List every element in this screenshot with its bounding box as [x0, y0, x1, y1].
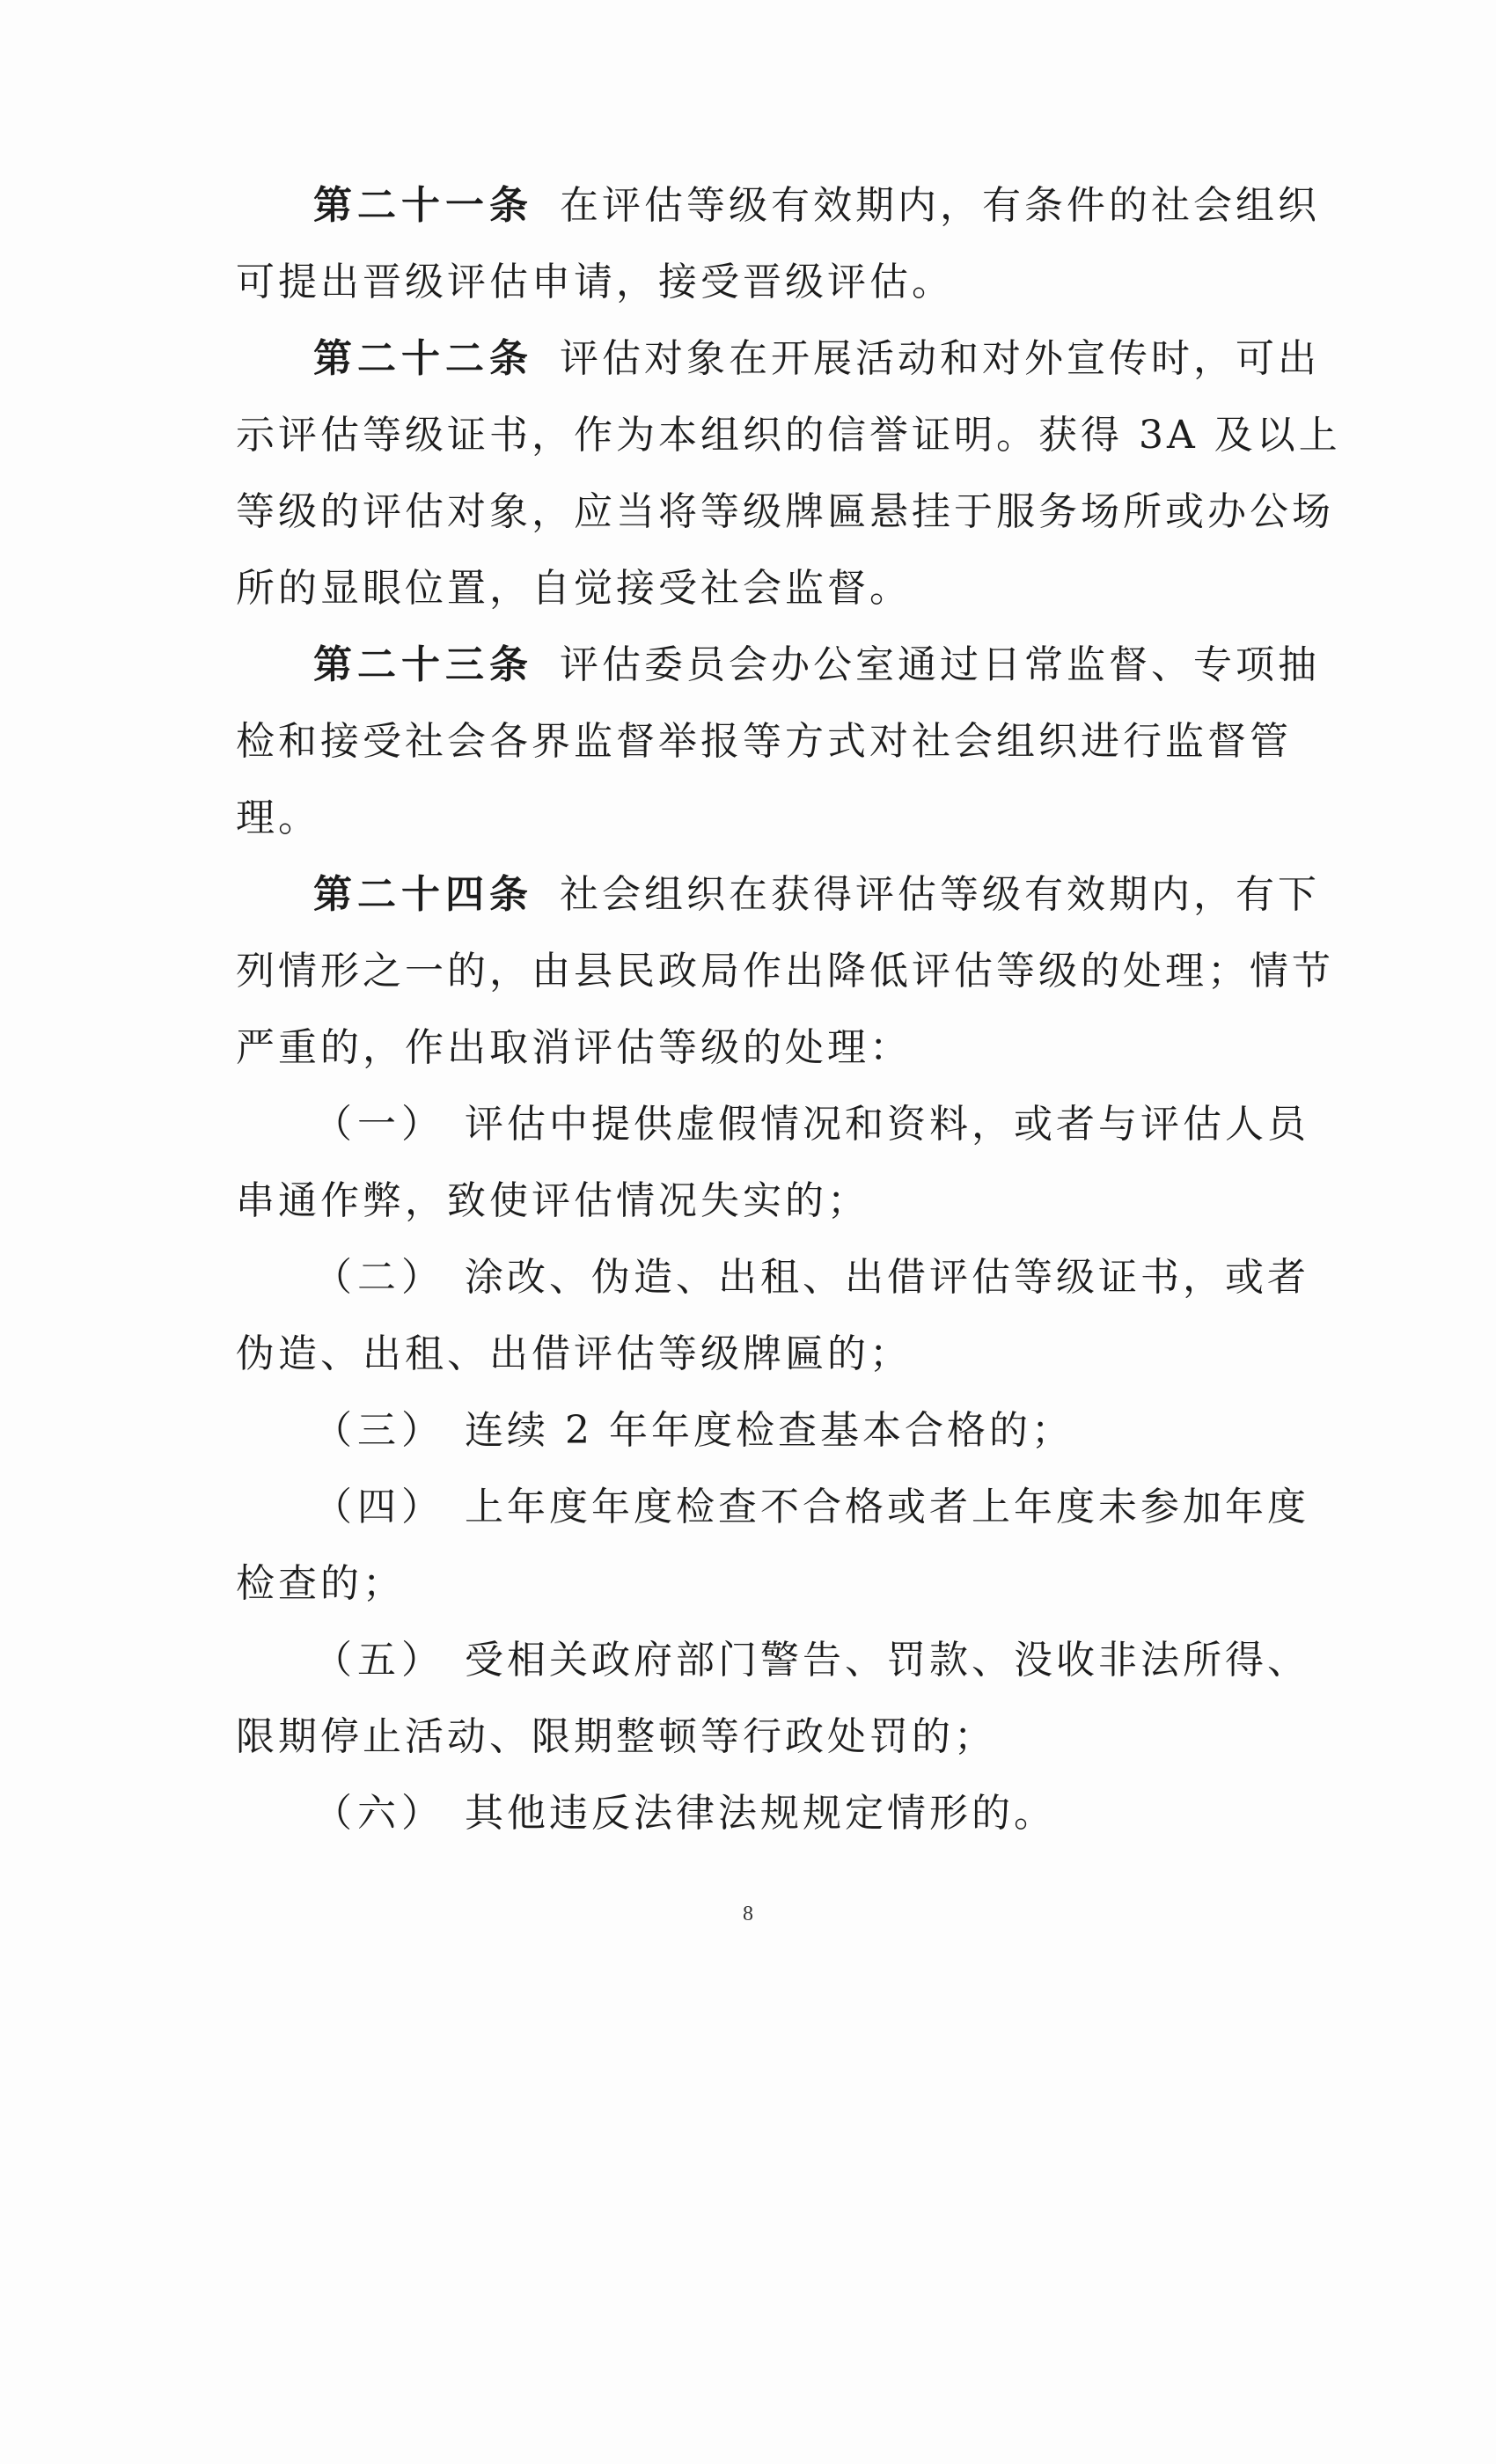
article-24-line-1	[236, 856, 1320, 933]
article-title: 第二十二条	[313, 336, 533, 381]
article-23-line-1	[236, 627, 1320, 703]
item-text: 受相关政府部门警告、罚款、没收非法所得、	[465, 1638, 1309, 1683]
article-22-line-4: 所的显眼位置，自觉接受社会监督。	[236, 566, 912, 611]
item-number: （三）	[313, 1408, 445, 1453]
item-text: 上年度年度检查不合格或者上年度未参加年度	[465, 1485, 1309, 1529]
item-number: （一）	[313, 1102, 445, 1147]
item-text: 其他违反法律法规规定情形的。	[465, 1791, 1056, 1836]
item-text: 连续 2 年年度检查基本合格的；	[465, 1408, 1074, 1453]
list-item-5-line-1	[236, 1622, 1309, 1698]
list-item-6-line-1	[236, 1775, 1265, 1852]
item-number: （四）	[313, 1485, 445, 1529]
list-item-1-line-2: 串通作弊，致使评估情况失实的；	[236, 1178, 869, 1223]
article-title: 第二十一条	[313, 183, 533, 228]
page-number: 8	[743, 1903, 753, 1925]
list-item-2-line-2: 伪造、出租、出借评估等级牌匾的；	[236, 1331, 912, 1376]
article-text: 评估对象在开展活动和对外宣传时，可出	[560, 336, 1320, 381]
item-number: （二）	[313, 1255, 445, 1300]
article-title: 第二十四条	[313, 872, 533, 917]
article-24-line-2: 列情形之一的，由县民政局作出降低评估等级的处理；情节	[236, 949, 1334, 994]
list-item-4-line-1	[236, 1469, 1309, 1545]
document-body	[236, 167, 1341, 1852]
article-text: 评估委员会办公室通过日常监督、专项抽	[560, 642, 1320, 687]
article-23-line-3: 理。	[236, 796, 320, 840]
list-item-2-line-1	[236, 1239, 1309, 1316]
item-text: 涂改、伪造、出租、出借评估等级证书，或者	[465, 1255, 1309, 1300]
article-21-line-1	[236, 167, 1320, 244]
item-number: （六）	[313, 1791, 445, 1836]
article-23-line-2: 检和接受社会各界监督举报等方式对社会组织进行监督管	[236, 719, 1292, 764]
item-number: （五）	[313, 1638, 445, 1683]
list-item-4-line-2: 检查的；	[236, 1561, 405, 1606]
article-22-line-1	[236, 320, 1320, 397]
article-title: 第二十三条	[313, 642, 533, 687]
article-text: 社会组织在获得评估等级有效期内，有下	[560, 872, 1320, 917]
article-text: 在评估等级有效期内，有条件的社会组织	[560, 183, 1320, 228]
article-24-line-3: 严重的，作出取消评估等级的处理：	[236, 1025, 912, 1070]
item-text: 评估中提供虚假情况和资料，或者与评估人员	[465, 1102, 1309, 1147]
list-item-3-line-1	[236, 1392, 1265, 1469]
list-item-5-line-2: 限期停止活动、限期整顿等行政处罚的；	[236, 1714, 996, 1759]
article-22-line-3: 等级的评估对象，应当将等级牌匾悬挂于服务场所或办公场	[236, 489, 1334, 534]
article-21-line-2: 可提出晋级评估申请，接受晋级评估。	[236, 260, 954, 304]
list-item-1-line-1	[236, 1086, 1309, 1162]
article-22-line-2: 示评估等级证书，作为本组织的信誉证明。获得 3A 及以上	[236, 413, 1341, 458]
